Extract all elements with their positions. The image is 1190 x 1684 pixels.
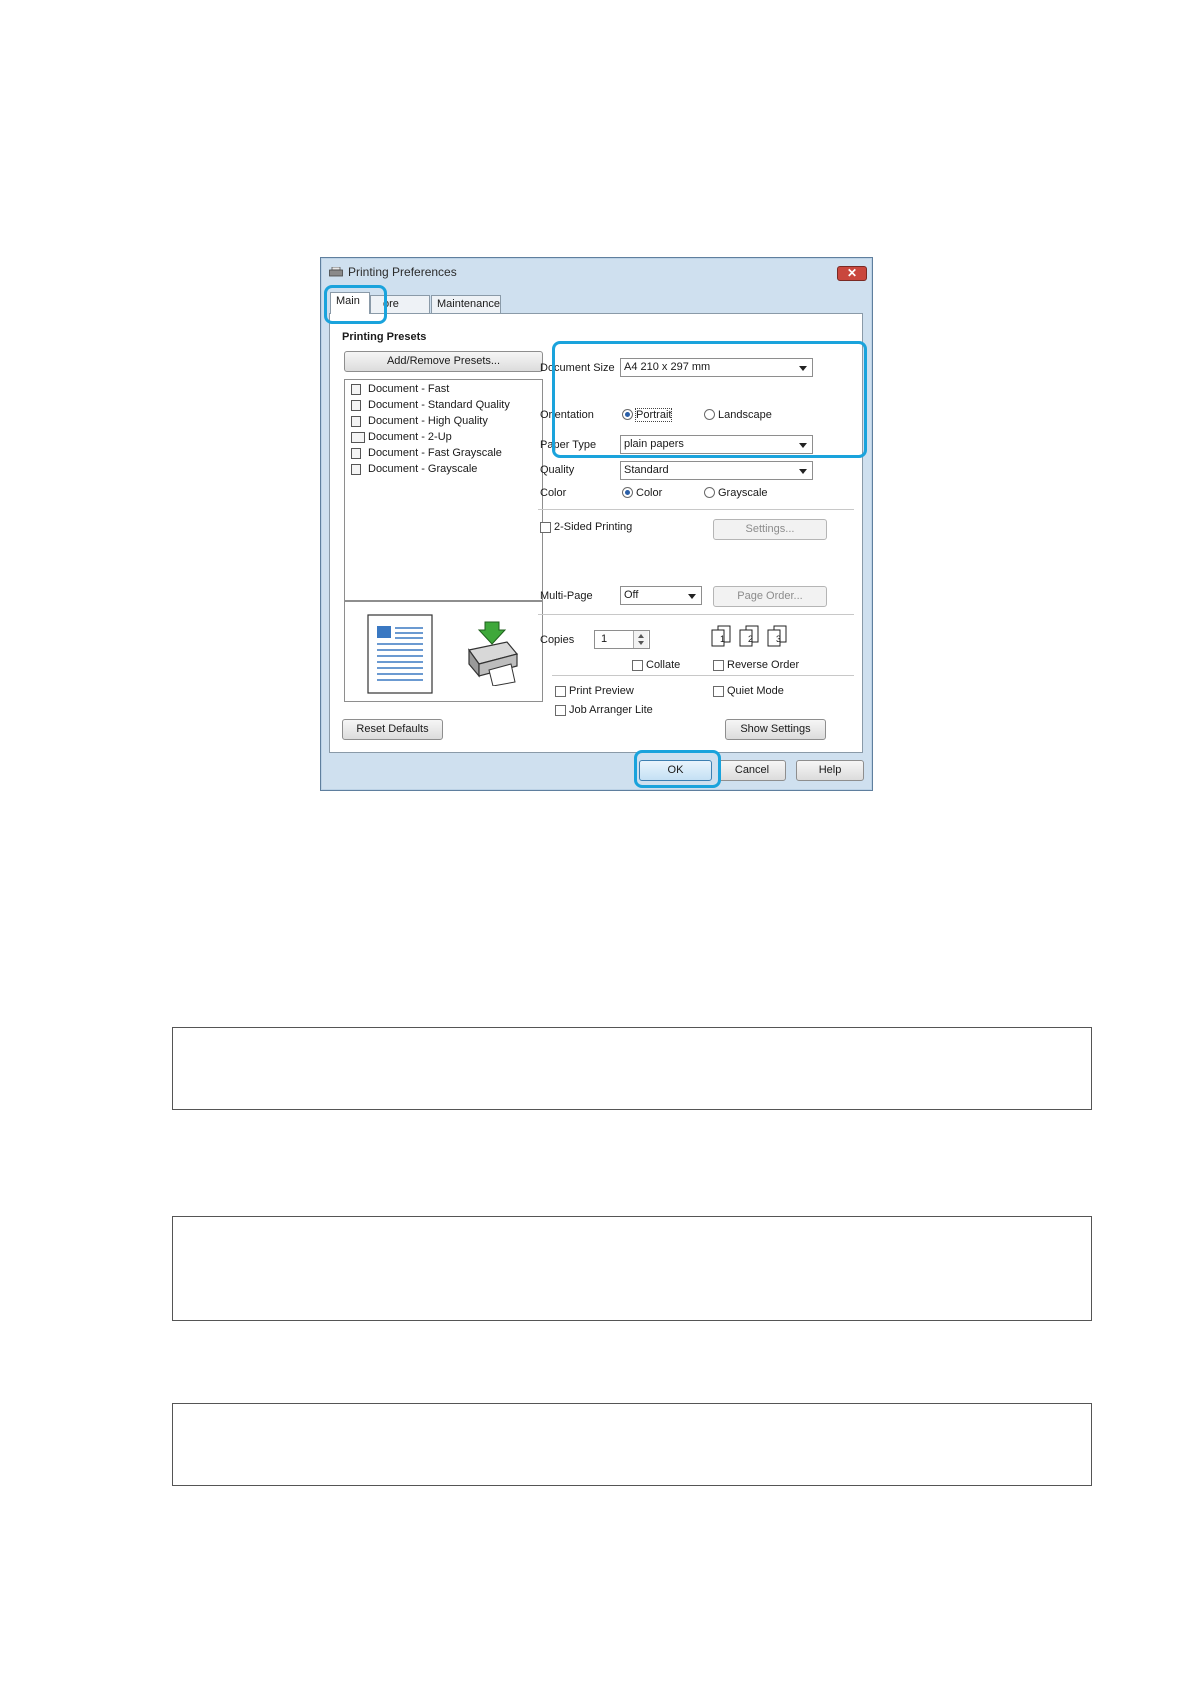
cancel-button[interactable]: Cancel [718, 760, 786, 781]
divider [538, 614, 854, 615]
quiet-mode-label[interactable]: Quiet Mode [727, 685, 784, 697]
document-icon [351, 384, 361, 395]
close-icon: ✕ [846, 266, 858, 280]
job-arranger-label[interactable]: Job Arranger Lite [569, 704, 653, 716]
page-order-button[interactable]: Page Order... [713, 586, 827, 607]
preset-label: Document - High Quality [368, 415, 488, 427]
landscape-label[interactable]: Landscape [718, 409, 772, 421]
chevron-down-icon [799, 469, 807, 474]
note-box [172, 1027, 1092, 1110]
preset-label: Document - Standard Quality [368, 399, 510, 411]
print-preview-label[interactable]: Print Preview [569, 685, 634, 697]
chevron-down-icon [688, 594, 696, 599]
printer-preview-icon [463, 620, 521, 686]
copies-value: 1 [601, 633, 608, 645]
two-up-icon [351, 432, 365, 443]
preset-label: Document - Fast Grayscale [368, 447, 502, 459]
divider [538, 509, 854, 510]
two-sided-label[interactable]: 2-Sided Printing [554, 521, 633, 533]
reverse-order-checkbox[interactable] [713, 660, 724, 671]
collate-page-number: 3 [776, 634, 782, 644]
help-button[interactable]: Help [796, 760, 864, 781]
document-icon [351, 464, 361, 475]
collate-page-number: 1 [720, 634, 726, 644]
color-label: Color [540, 487, 567, 499]
two-sided-checkbox[interactable] [540, 522, 551, 533]
title-bar[interactable] [321, 258, 872, 284]
reverse-order-label[interactable]: Reverse Order [727, 659, 800, 671]
portrait-label[interactable]: Portrait [636, 409, 672, 421]
tab-main[interactable]: Main [330, 292, 370, 314]
show-settings-button[interactable]: Show Settings [725, 719, 826, 740]
tab-more-options[interactable]: ore [370, 295, 430, 314]
preset-label: Document - Fast [368, 383, 450, 395]
paper-type-label: Paper Type [540, 439, 597, 451]
preset-label: Document - 2-Up [368, 431, 452, 443]
collate-checkbox[interactable] [632, 660, 643, 671]
preset-label: Document - Grayscale [368, 463, 478, 475]
note-box [172, 1403, 1092, 1486]
ok-button[interactable]: OK [639, 760, 712, 781]
document-icon [351, 400, 361, 411]
printing-presets-heading: Printing Presets [342, 331, 427, 343]
stepper-arrows-icon [634, 631, 648, 648]
job-arranger-checkbox[interactable] [555, 705, 566, 716]
print-preview-checkbox[interactable] [555, 686, 566, 697]
quality-label: Quality [540, 464, 575, 476]
add-remove-presets-button[interactable]: Add/Remove Presets... [344, 351, 543, 372]
quality-value: Standard [624, 464, 669, 476]
document-icon [351, 448, 361, 459]
collate-label[interactable]: Collate [646, 659, 681, 671]
settings-preview [344, 601, 543, 702]
multipage-value: Off [624, 589, 639, 601]
copies-stepper[interactable] [633, 631, 648, 648]
reset-defaults-button[interactable]: Reset Defaults [342, 719, 443, 740]
color-radio[interactable] [622, 487, 633, 498]
printer-icon [329, 267, 343, 277]
printing-preferences-dialog [320, 257, 873, 791]
page-preview-icon [367, 614, 433, 694]
color-option-label[interactable]: Color [636, 487, 663, 499]
collate-page-number: 2 [748, 634, 754, 644]
two-sided-settings-button[interactable]: Settings... [713, 519, 827, 540]
multipage-label: Multi-Page [540, 590, 593, 602]
document-icon [351, 416, 361, 427]
document-size-label: Document Size [540, 362, 615, 374]
close-button[interactable] [837, 266, 867, 281]
document-size-value: A4 210 x 297 mm [624, 361, 711, 373]
note-box [172, 1216, 1092, 1321]
multipage-select[interactable] [620, 586, 702, 605]
tab-maintenance[interactable]: Maintenance [431, 295, 501, 314]
highlight-paper-settings [552, 341, 867, 458]
divider [552, 675, 854, 676]
quiet-mode-checkbox[interactable] [713, 686, 724, 697]
grayscale-radio[interactable] [704, 487, 715, 498]
dialog-title: Printing Preferences [348, 265, 457, 279]
highlight-ok-button [634, 750, 721, 788]
paper-type-value: plain papers [624, 438, 684, 450]
grayscale-option-label[interactable]: Grayscale [718, 487, 768, 499]
orientation-label: Orientation [540, 409, 594, 421]
quality-select[interactable] [620, 461, 813, 480]
copies-label: Copies [540, 634, 575, 646]
presets-list[interactable] [344, 379, 543, 601]
